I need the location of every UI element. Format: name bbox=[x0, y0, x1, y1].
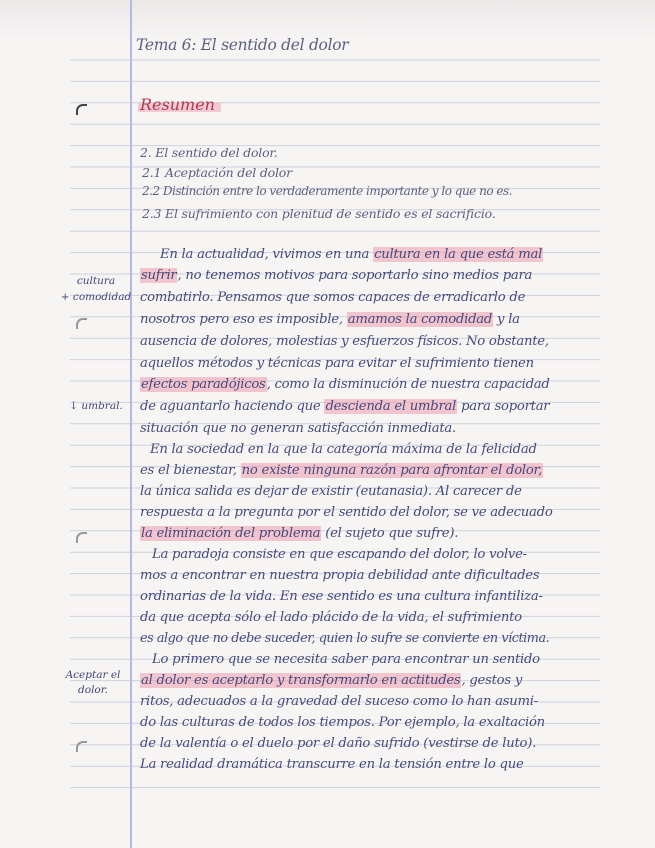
index-item: 2. El sentido del dolor. bbox=[140, 145, 278, 160]
margin-note: cultura bbox=[76, 275, 116, 287]
text-line: La paradoja consiste en que escapando del dolor, lo volve- bbox=[152, 547, 527, 562]
text-line: sufrir, no tenemos motivos para soportarlo sino medios para bbox=[141, 268, 533, 283]
text-line: de la valentía o el duelo por el daño sufrido (vestirse de luto). bbox=[140, 736, 537, 751]
text-line: Lo primero que se necesita saber para encontrar un sentido bbox=[152, 652, 540, 667]
text-line: ritos, adecuados a la gravedad del suceso como lo han asumi- bbox=[140, 694, 538, 709]
text-line: es el bienestar, no existe ninguna razón para afrontar el dolor, bbox=[140, 463, 543, 478]
index-item: 2.2 Distinción entre lo verdaderamente importante y lo que no es. bbox=[142, 184, 512, 198]
margin-note: + comodidad bbox=[60, 291, 132, 303]
text-line: En la sociedad en la que la categoría máxima de la felicidad bbox=[150, 442, 537, 457]
text-line: la eliminación del problema (el sujeto que sufre). bbox=[141, 526, 459, 541]
text-line: combatirlo. Pensamos que somos capaces de erradicarlo de bbox=[140, 290, 526, 305]
ring-hole-icon bbox=[76, 104, 87, 115]
text-line: es algo que no debe suceder, quien lo sufre se convierte en víctima. bbox=[140, 631, 550, 646]
text-line: nosotros pero eso es imposible, amamos la comodidad y la bbox=[140, 312, 520, 327]
text-line: aquellos métodos y técnicas para evitar el sufrimiento tienen bbox=[140, 356, 534, 371]
text-line: do las culturas de todos los tiempos. Por ejemplo, la exaltación bbox=[140, 715, 545, 730]
ring-hole-icon bbox=[76, 318, 87, 329]
text-line: da que acepta sólo el lado plácido de la vida, el sufrimiento bbox=[140, 610, 522, 625]
margin-line bbox=[130, 0, 132, 848]
index-item: 2.1 Aceptación del dolor bbox=[142, 165, 292, 180]
margin-note: ↓ umbral. bbox=[69, 400, 123, 412]
text-line: respuesta a la pregunta por el sentido del dolor, se ve adecuado bbox=[140, 505, 553, 520]
margin-note: Aceptar el dolor. bbox=[65, 669, 121, 696]
page-title: Tema 6: El sentido del dolor bbox=[136, 36, 349, 54]
text-line: la única salida es dejar de existir (eutanasia). Al carecer de bbox=[140, 484, 522, 499]
text-line: al dolor es aceptarlo y transformarlo en actitudes, gestos y bbox=[141, 673, 523, 688]
ring-hole-icon bbox=[76, 741, 87, 752]
text-line: ordinarias de la vida. En ese sentido es una cultura infantiliza- bbox=[140, 589, 543, 604]
text-line: de aguantarlo haciendo que descienda el umbral para soportar bbox=[140, 399, 550, 414]
text-line: situación que no generan satisfacción inmediata. bbox=[140, 421, 456, 436]
ring-hole-icon bbox=[76, 532, 87, 543]
text-line: efectos paradójicos, como la disminución de nuestra capacidad bbox=[141, 377, 550, 392]
text-line: En la actualidad, vivimos en una cultura en la que está mal bbox=[160, 247, 543, 262]
text-line: La realidad dramática transcurre en la tensión entre lo que bbox=[140, 757, 524, 772]
section-heading: Resumen bbox=[140, 95, 215, 114]
text-line: ausencia de dolores, molestias y esfuerzos físicos. No obstante, bbox=[140, 334, 549, 349]
text-line: mos a encontrar en nuestra propia debilidad ante dificultades bbox=[140, 568, 540, 583]
index-item: 2.3 El sufrimiento con plenitud de sentido es el sacrificio. bbox=[142, 206, 496, 221]
